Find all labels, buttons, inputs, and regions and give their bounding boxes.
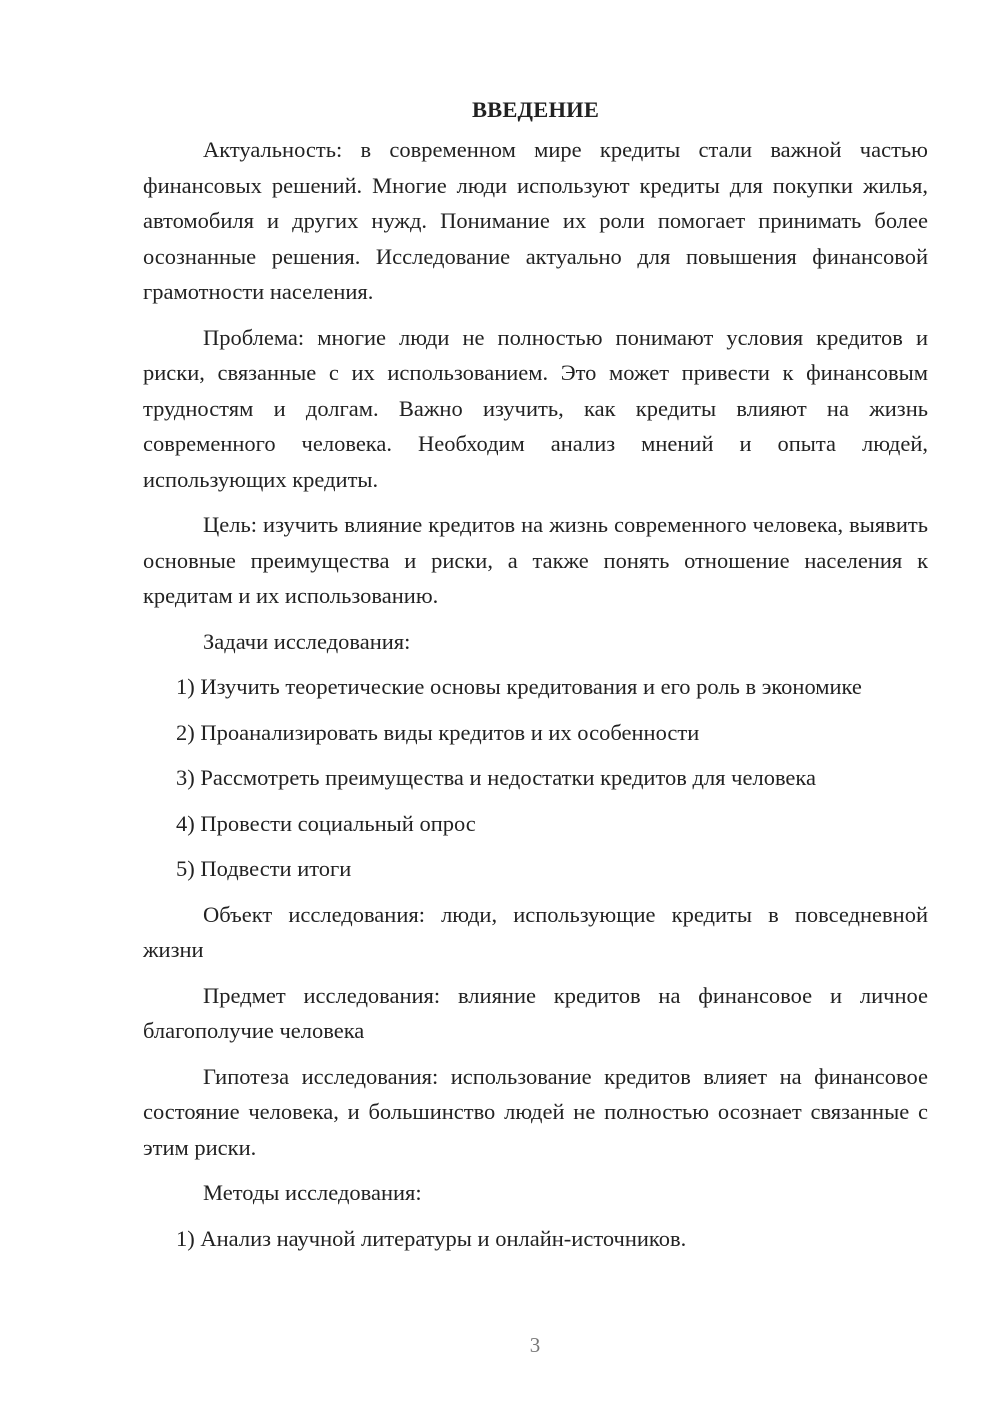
goal-paragraph: Цель: изучить влияние кредитов на жизнь современного человека, выявить основные преимущества и риски, а также понять отношение населения к кредитам и их использованию. xyxy=(143,512,928,608)
problem-paragraph: Проблема: многие люди не полностью понимают условия кредитов и риски, связанные с их использованием. Это может привести к финансовым трудностям и долгам. Важно изучить, как кредиты влияют на жизнь современного человека. Необходим анализ мнений и опыта людей, использующих кредиты. xyxy=(143,324,928,492)
object-paragraph: Объект исследования: люди, использующие кредиты в повседневной жизни xyxy=(143,901,928,962)
subject-paragraph: Предмет исследования: влияние кредитов на финансовое и личное благополучие человека xyxy=(143,982,928,1043)
tasks-heading: Задачи исследования: xyxy=(203,628,411,654)
method-item: 1) Анализ научной литературы и онлайн-источников. xyxy=(176,1225,687,1251)
page-title: ВВЕДЕНИЕ xyxy=(471,97,600,122)
methods-heading: Методы исследования: xyxy=(203,1180,422,1205)
hypothesis-paragraph: Гипотеза исследования: использование кредитов влияет на финансовое состояние человека, и большинство людей не полностью осознает связанные с этим риски. xyxy=(143,1063,928,1160)
task-item: 4) Провести социальный опрос xyxy=(176,810,476,836)
page-number: 3 xyxy=(529,1333,541,1357)
task-item: 5) Подвести итоги xyxy=(176,856,352,881)
task-item: 2) Проанализировать виды кредитов и их особенности xyxy=(176,719,700,745)
page-content xyxy=(143,92,928,1266)
relevance-paragraph: Актуальность: в современном мире кредиты стали важной частью финансовых решений. Многие люди используют кредиты для покупки жилья, автомобиля и других нужд. Понимание их роли помогает принимать более осознанные решения. Исследование актуально для повышения финансовой грамотности населения. xyxy=(143,137,928,304)
task-item: 3) Рассмотреть преимущества и недостатки кредитов для человека xyxy=(176,765,816,790)
task-item: 1) Изучить теоретические основы кредитования и его роль в экономике xyxy=(176,674,862,699)
